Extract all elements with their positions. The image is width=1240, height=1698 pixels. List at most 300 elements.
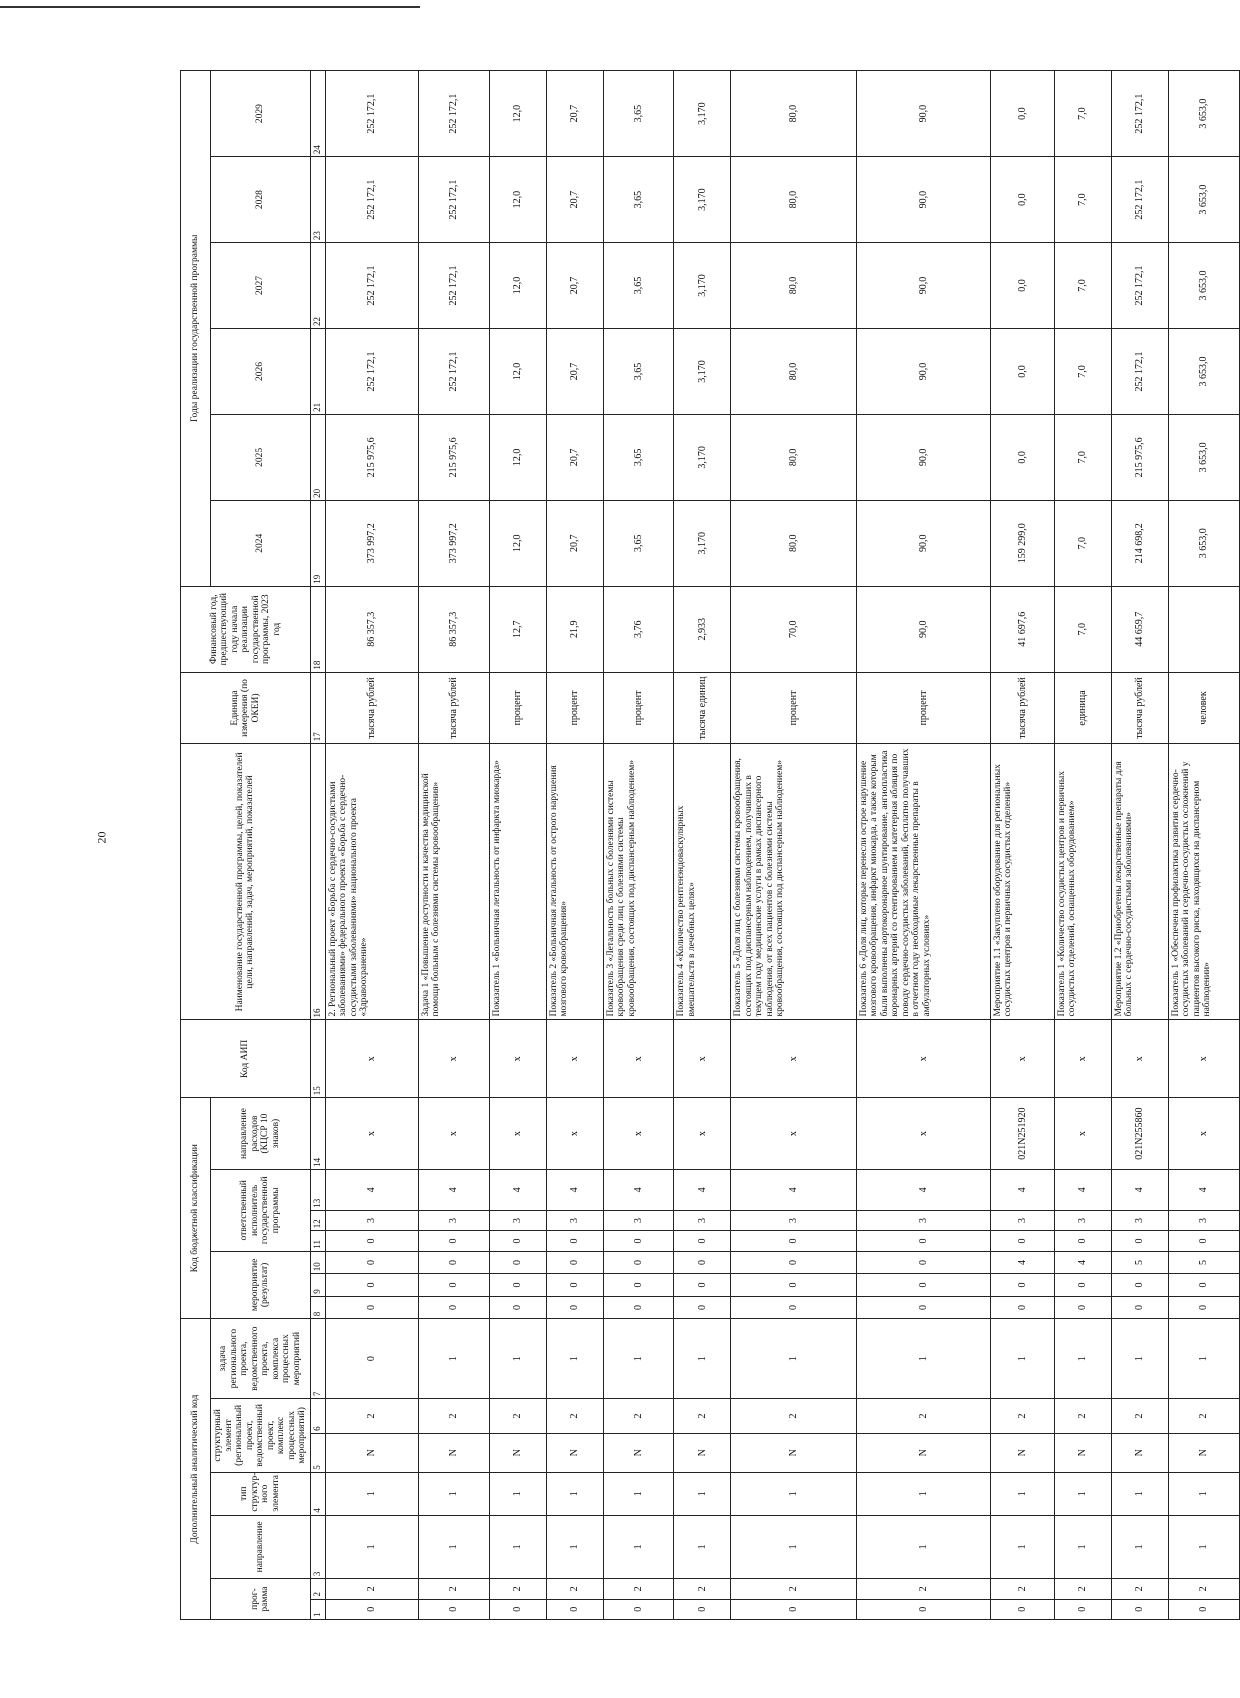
rotated-table-wrapper (180, 70, 1220, 1620)
value-cell: 90,0 (856, 157, 990, 243)
value-cell: 3 653,0 (1168, 500, 1239, 586)
code-cell: N (418, 1433, 489, 1472)
value-cell: 7,0 (1054, 243, 1111, 329)
value-cell: 86 357,3 (418, 586, 489, 672)
code-cell: 0 (856, 1251, 990, 1274)
table-row (1054, 71, 1111, 1620)
code-cell: N (603, 1433, 674, 1472)
column-number: 7 (310, 1319, 325, 1399)
table-header (181, 71, 326, 1620)
code-cell: 3 (603, 1210, 674, 1230)
code-cell: 4 (990, 1169, 1054, 1210)
column-number: 1 (310, 1599, 325, 1619)
value-cell: 80,0 (731, 414, 856, 500)
value-cell: 7,0 (1054, 157, 1111, 243)
code-cell: 2 (1111, 1399, 1168, 1434)
table-row (418, 71, 489, 1620)
code-cell: 0 (546, 1231, 603, 1251)
header-name: Наименование государственной программы, целей, показателей цели, направлений, задач, мероприятий, показателей (181, 744, 311, 1020)
code-cell: 3 (546, 1210, 603, 1230)
value-cell: 12,7 (489, 586, 546, 672)
code-cell: 1 (546, 1319, 603, 1399)
code-cell: 0 (990, 1599, 1054, 1619)
code-cell: 1 (546, 1515, 603, 1578)
value-cell: 44 659,7 (1111, 586, 1168, 672)
code-cell: 1 (418, 1515, 489, 1578)
code-cell: 4 (603, 1169, 674, 1210)
value-cell: 252 172,1 (418, 328, 489, 414)
value-cell: 90,0 (856, 414, 990, 500)
value-cell: 41 697,6 (990, 586, 1054, 672)
code-cell: 2 (856, 1579, 990, 1599)
code-cell: 0 (1111, 1296, 1168, 1319)
value-cell: 215 975,6 (418, 414, 489, 500)
code-cell: 2 (731, 1399, 856, 1434)
value-cell: 90,0 (856, 71, 990, 157)
code-cell: 0 (418, 1231, 489, 1251)
code-cell: 5 (1168, 1251, 1239, 1274)
code-cell: 4 (1054, 1169, 1111, 1210)
code-cell: 1 (856, 1319, 990, 1399)
code-cell: 2 (674, 1399, 731, 1434)
code-cell: 3 (674, 1210, 731, 1230)
code-cell: 2 (1168, 1579, 1239, 1599)
year-2026: 2026 (211, 328, 311, 414)
value-cell: 3 653,0 (1168, 328, 1239, 414)
header-years: Годы реализации государственной программы (181, 71, 211, 587)
header-dop-code: Дополнительный аналитический код (181, 1319, 211, 1620)
code-cell: 0 (603, 1296, 674, 1319)
code-cell: 0 (731, 1231, 856, 1251)
code-cell: 2 (603, 1399, 674, 1434)
header-tip: тип структур-ного элемента (211, 1472, 311, 1515)
code-cell: 0 (325, 1231, 418, 1251)
column-number-row (310, 71, 325, 1620)
code-cell: 1 (1054, 1472, 1111, 1515)
column-number: 8 (310, 1296, 325, 1319)
code-cell: 021N251920 (990, 1098, 1054, 1170)
value-cell: 3,76 (603, 586, 674, 672)
code-cell: 1 (1054, 1319, 1111, 1399)
column-number: 23 (310, 157, 325, 243)
code-cell: x (674, 1098, 731, 1170)
code-cell: 4 (325, 1169, 418, 1210)
value-cell: 3,170 (674, 328, 731, 414)
code-cell: 1 (674, 1515, 731, 1578)
code-cell: x (1054, 1098, 1111, 1170)
code-cell: x (731, 1098, 856, 1170)
code-cell: 1 (325, 1515, 418, 1578)
code-cell: 3 (990, 1210, 1054, 1230)
unit-cell: единица (1054, 672, 1111, 744)
header-prog: прог-рамма (211, 1579, 311, 1620)
code-cell: 0 (674, 1251, 731, 1274)
value-cell: 252 172,1 (325, 328, 418, 414)
code-cell: x (325, 1098, 418, 1170)
unit-cell: тысяча рублей (990, 672, 1054, 744)
code-cell: 0 (325, 1251, 418, 1274)
value-cell: 373 997,2 (325, 500, 418, 586)
code-cell: 0 (856, 1296, 990, 1319)
column-number: 5 (310, 1433, 325, 1472)
code-cell: 4 (731, 1169, 856, 1210)
code-cell: 0 (731, 1251, 856, 1274)
code-cell: 0 (731, 1296, 856, 1319)
table-row (325, 71, 418, 1620)
unit-cell: тысяча рублей (325, 672, 418, 744)
value-cell: 215 975,6 (325, 414, 418, 500)
code-cell: 0 (546, 1599, 603, 1619)
value-cell: 80,0 (731, 243, 856, 329)
code-cell: 4 (990, 1251, 1054, 1274)
row-name: Показатель 5 «Доля лиц с болезнями системы кровообращения, состоящих под диспансерным наблюдением, получивших в текущем году медицинские услуги в рамках диспансерного наблюдения, от всех пациентов с болезнями системы кровообращения, состоящих под диспансерным наблюдением» (731, 744, 856, 1020)
value-cell: 7,0 (1054, 414, 1111, 500)
header-kbk: Код бюджетной классификации (181, 1098, 211, 1319)
code-cell: N (674, 1433, 731, 1472)
unit-cell: человек (1168, 672, 1239, 744)
code-cell: x (489, 1020, 546, 1098)
value-cell: 3,65 (603, 414, 674, 500)
code-cell: 0 (856, 1599, 990, 1619)
column-number: 19 (310, 500, 325, 586)
header-otv: ответственный исполнитель государственной программы (211, 1169, 311, 1251)
column-number: 17 (310, 672, 325, 744)
code-cell: 1 (603, 1515, 674, 1578)
code-cell: 1 (990, 1319, 1054, 1399)
code-cell: 3 (489, 1210, 546, 1230)
code-cell: 0 (418, 1296, 489, 1319)
value-cell: 3,65 (603, 71, 674, 157)
unit-cell: тысяча единиц (674, 672, 731, 744)
code-cell: 1 (1111, 1472, 1168, 1515)
code-cell: 1 (856, 1515, 990, 1578)
row-name: Показатель 1 «Количество сосудистых центров и первичных сосудистых отделений, оснащенных оборудованием» (1054, 744, 1111, 1020)
row-name: Мероприятие 1.2 «Приобретены лекарственные препараты для больных с сердечно-сосудистыми заболеваниями» (1111, 744, 1168, 1020)
value-cell: 80,0 (731, 328, 856, 414)
value-cell: 12,0 (489, 71, 546, 157)
row-name: Показатель 3 «Летальность больных с болезнями системы кровообращения среди лиц с болезнями системы кровообращения, состоящих под диспансерным наблюдением» (603, 744, 674, 1020)
value-cell: 373 997,2 (418, 500, 489, 586)
value-cell: 20,7 (546, 500, 603, 586)
value-cell: 252 172,1 (418, 157, 489, 243)
code-cell: x (990, 1020, 1054, 1098)
code-cell: x (546, 1098, 603, 1170)
value-cell: 3 653,0 (1168, 414, 1239, 500)
code-cell: 3 (731, 1210, 856, 1230)
value-cell: 252 172,1 (325, 71, 418, 157)
value-cell: 3,65 (603, 500, 674, 586)
code-cell: N (1168, 1433, 1239, 1472)
column-number: 2 (310, 1579, 325, 1599)
value-cell: 80,0 (731, 157, 856, 243)
code-cell: 1 (418, 1472, 489, 1515)
code-cell: 0 (325, 1599, 418, 1619)
value-cell: 90,0 (856, 328, 990, 414)
code-cell: x (418, 1098, 489, 1170)
table-row (731, 71, 856, 1620)
code-cell: 0 (489, 1599, 546, 1619)
column-number: 15 (310, 1020, 325, 1098)
value-cell: 86 357,3 (325, 586, 418, 672)
column-number: 3 (310, 1515, 325, 1578)
value-cell: 12,0 (489, 414, 546, 500)
value-cell: 252 172,1 (325, 243, 418, 329)
value-cell: 0,0 (990, 157, 1054, 243)
table-row (1111, 71, 1168, 1620)
column-number: 14 (310, 1098, 325, 1170)
code-cell: 0 (546, 1274, 603, 1297)
column-number: 6 (310, 1399, 325, 1434)
table-row (489, 71, 546, 1620)
value-cell: 7,0 (1054, 500, 1111, 586)
column-number: 11 (310, 1231, 325, 1251)
unit-cell: процент (546, 672, 603, 744)
value-cell: 3 653,0 (1168, 157, 1239, 243)
code-cell: x (674, 1020, 731, 1098)
unit-cell: процент (603, 672, 674, 744)
code-cell: 3 (1168, 1210, 1239, 1230)
column-number: 20 (310, 414, 325, 500)
code-cell: 0 (674, 1274, 731, 1297)
code-cell: 2 (546, 1579, 603, 1599)
table-row (603, 71, 674, 1620)
table-row (546, 71, 603, 1620)
value-cell: 80,0 (731, 500, 856, 586)
value-cell: 252 172,1 (1111, 328, 1168, 414)
code-cell: x (418, 1020, 489, 1098)
value-cell: 3,65 (603, 157, 674, 243)
code-cell: x (731, 1020, 856, 1098)
code-cell: 0 (603, 1599, 674, 1619)
code-cell: 2 (1168, 1399, 1239, 1434)
value-cell: 3 653,0 (1168, 243, 1239, 329)
value-cell: 214 698,2 (1111, 500, 1168, 586)
value-cell: 3,65 (603, 243, 674, 329)
value-cell: 90,0 (856, 243, 990, 329)
code-cell: 0 (1168, 1296, 1239, 1319)
value-cell: 3,170 (674, 243, 731, 329)
column-number: 4 (310, 1472, 325, 1515)
value-cell: 0,0 (990, 328, 1054, 414)
code-cell: 0 (489, 1251, 546, 1274)
code-cell: 0 (1111, 1231, 1168, 1251)
code-cell: 1 (489, 1515, 546, 1578)
row-name: Показатель 4 «Количество рентгенэндоваскулярных вмешательств в лечебных целях» (674, 744, 731, 1020)
header-unit: Единица измерения (по ОКЕИ) (181, 672, 311, 744)
code-cell: 0 (489, 1274, 546, 1297)
value-cell: 20,7 (546, 157, 603, 243)
value-cell: 0,0 (990, 243, 1054, 329)
code-cell: x (856, 1020, 990, 1098)
value-cell: 0,0 (990, 71, 1054, 157)
year-2029: 2029 (211, 71, 311, 157)
code-cell: 0 (731, 1599, 856, 1619)
column-number: 16 (310, 744, 325, 1020)
code-cell: 1 (990, 1515, 1054, 1578)
unit-cell: тысяча рублей (418, 672, 489, 744)
code-cell: 4 (1111, 1169, 1168, 1210)
table-row (1168, 71, 1239, 1620)
code-cell: 0 (1054, 1296, 1111, 1319)
code-cell: 1 (731, 1319, 856, 1399)
value-cell: 80,0 (731, 71, 856, 157)
value-cell: 252 172,1 (325, 157, 418, 243)
code-cell: 2 (856, 1399, 990, 1434)
value-cell: 252 172,1 (1111, 71, 1168, 157)
code-cell: 4 (1054, 1251, 1111, 1274)
code-cell: 4 (1168, 1169, 1239, 1210)
code-cell: 0 (990, 1296, 1054, 1319)
code-cell: 1 (489, 1472, 546, 1515)
code-cell: x (1111, 1020, 1168, 1098)
code-cell: x (1054, 1020, 1111, 1098)
code-cell: 1 (603, 1319, 674, 1399)
table-row (990, 71, 1054, 1620)
value-cell: 21,9 (546, 586, 603, 672)
unit-cell: процент (856, 672, 990, 744)
value-cell: 3,65 (603, 328, 674, 414)
program-table (180, 70, 1240, 1620)
code-cell: N (990, 1433, 1054, 1472)
code-cell: 2 (1111, 1579, 1168, 1599)
code-cell: N (1054, 1433, 1111, 1472)
header-meropr: мероприятие (результат) (211, 1251, 311, 1319)
code-cell: 0 (603, 1231, 674, 1251)
code-cell: 1 (731, 1472, 856, 1515)
row-name: Задача 1 «Повышение доступности и качества медицинской помощи больным с болезнями системы кровообращения» (418, 744, 489, 1020)
row-name: Показатель 1 «Больничная летальность от инфаркта миокарда» (489, 744, 546, 1020)
column-number: 12 (310, 1210, 325, 1230)
code-cell: 2 (325, 1399, 418, 1434)
header-rashod: направление расходов (КЦСР 10 знаков) (211, 1098, 311, 1170)
code-cell: 0 (856, 1231, 990, 1251)
unit-cell: процент (489, 672, 546, 744)
code-cell: x (546, 1020, 603, 1098)
column-number: 18 (310, 586, 325, 672)
code-cell: 0 (325, 1274, 418, 1297)
code-cell: 021N255860 (1111, 1098, 1168, 1170)
value-cell: 70,0 (731, 586, 856, 672)
value-cell: 0,0 (990, 414, 1054, 500)
code-cell: 4 (489, 1169, 546, 1210)
code-cell: 5 (1111, 1251, 1168, 1274)
column-number: 10 (310, 1251, 325, 1274)
page-number: 20 (94, 831, 109, 844)
code-cell: 2 (418, 1399, 489, 1434)
code-cell: 0 (1168, 1274, 1239, 1297)
code-cell: 1 (325, 1472, 418, 1515)
row-name: Показатель 2 «Больничная летальность от острого нарушения мозгового кровообращения» (546, 744, 603, 1020)
code-cell: 1 (418, 1319, 489, 1399)
code-cell: N (1111, 1433, 1168, 1472)
value-cell: 12,0 (489, 328, 546, 414)
code-cell: 1 (1054, 1515, 1111, 1578)
code-cell: 4 (856, 1169, 990, 1210)
code-cell: 2 (1054, 1399, 1111, 1434)
value-cell: 3,170 (674, 500, 731, 586)
code-cell: 2 (603, 1579, 674, 1599)
code-cell: 0 (603, 1251, 674, 1274)
code-cell: 0 (1054, 1599, 1111, 1619)
code-cell: 2 (731, 1579, 856, 1599)
header-napr: направление (211, 1515, 311, 1578)
code-cell: 3 (856, 1210, 990, 1230)
value-cell: 20,7 (546, 328, 603, 414)
code-cell: x (489, 1098, 546, 1170)
code-cell: 0 (1168, 1231, 1239, 1251)
code-cell: 0 (546, 1251, 603, 1274)
value-cell: 20,7 (546, 71, 603, 157)
value-cell: 12,0 (489, 157, 546, 243)
code-cell: 3 (1111, 1210, 1168, 1230)
code-cell: 2 (418, 1579, 489, 1599)
value-cell (1168, 586, 1239, 672)
code-cell: 3 (418, 1210, 489, 1230)
value-cell: 12,0 (489, 243, 546, 329)
code-cell: 2 (990, 1399, 1054, 1434)
code-cell: 1 (489, 1319, 546, 1399)
header-aip: Код АИП (181, 1020, 311, 1098)
row-name: 2. Региональный проект «Борьба с сердечно-сосудистыми заболеваниями» федерального проекта «Борьба с сердечно-сосудистыми заболеваниями» национального проекта «Здравоохранение» (325, 744, 418, 1020)
code-cell: 1 (1111, 1515, 1168, 1578)
code-cell: x (1168, 1020, 1239, 1098)
code-cell: 0 (325, 1296, 418, 1319)
code-cell: x (603, 1020, 674, 1098)
table-body (325, 71, 1239, 1620)
code-cell: x (856, 1098, 990, 1170)
value-cell: 159 299,0 (990, 500, 1054, 586)
code-cell: N (489, 1433, 546, 1472)
value-cell: 252 172,1 (418, 71, 489, 157)
code-cell: 1 (856, 1472, 990, 1515)
code-cell: 1 (1168, 1319, 1239, 1399)
column-number: 13 (310, 1169, 325, 1210)
code-cell: 0 (674, 1231, 731, 1251)
code-cell: x (1168, 1098, 1239, 1170)
value-cell: 3,170 (674, 71, 731, 157)
year-2025: 2025 (211, 414, 311, 500)
code-cell: 0 (325, 1319, 418, 1399)
value-cell: 2,933 (674, 586, 731, 672)
code-cell: N (546, 1433, 603, 1472)
code-cell: 0 (418, 1251, 489, 1274)
code-cell: x (325, 1020, 418, 1098)
value-cell: 20,7 (546, 414, 603, 500)
year-2028: 2028 (211, 157, 311, 243)
code-cell: 0 (603, 1274, 674, 1297)
code-cell: 0 (674, 1599, 731, 1619)
code-cell: 0 (856, 1274, 990, 1297)
value-cell: 3,170 (674, 414, 731, 500)
code-cell: 0 (418, 1274, 489, 1297)
code-cell: 0 (418, 1599, 489, 1619)
table-row (674, 71, 731, 1620)
code-cell: 4 (418, 1169, 489, 1210)
value-cell: 3,170 (674, 157, 731, 243)
code-cell: N (325, 1433, 418, 1472)
value-cell: 7,0 (1054, 328, 1111, 414)
value-cell: 90,0 (856, 586, 990, 672)
value-cell: 3 653,0 (1168, 71, 1239, 157)
row-name: Показатель 6 «Доля лиц, которые перенесли острое нарушение мозгового кровообращения, инфаркт миокарда, а также которым были выполнены аортокоронарное шунтирование, ангиопластика коронарных артерий со стентированием и катетерная абляция по поводу сердечно-сосудистых заболеваний, бесплатно получавших в отчетном году необходимые лекарственные препараты в амбулаторных условиях» (856, 744, 990, 1020)
value-cell: 12,0 (489, 500, 546, 586)
unit-cell: тысяча рублей (1111, 672, 1168, 744)
code-cell: 0 (1111, 1274, 1168, 1297)
code-cell: 0 (674, 1296, 731, 1319)
code-cell: 2 (990, 1579, 1054, 1599)
code-cell: 0 (731, 1274, 856, 1297)
code-cell: 1 (1111, 1319, 1168, 1399)
